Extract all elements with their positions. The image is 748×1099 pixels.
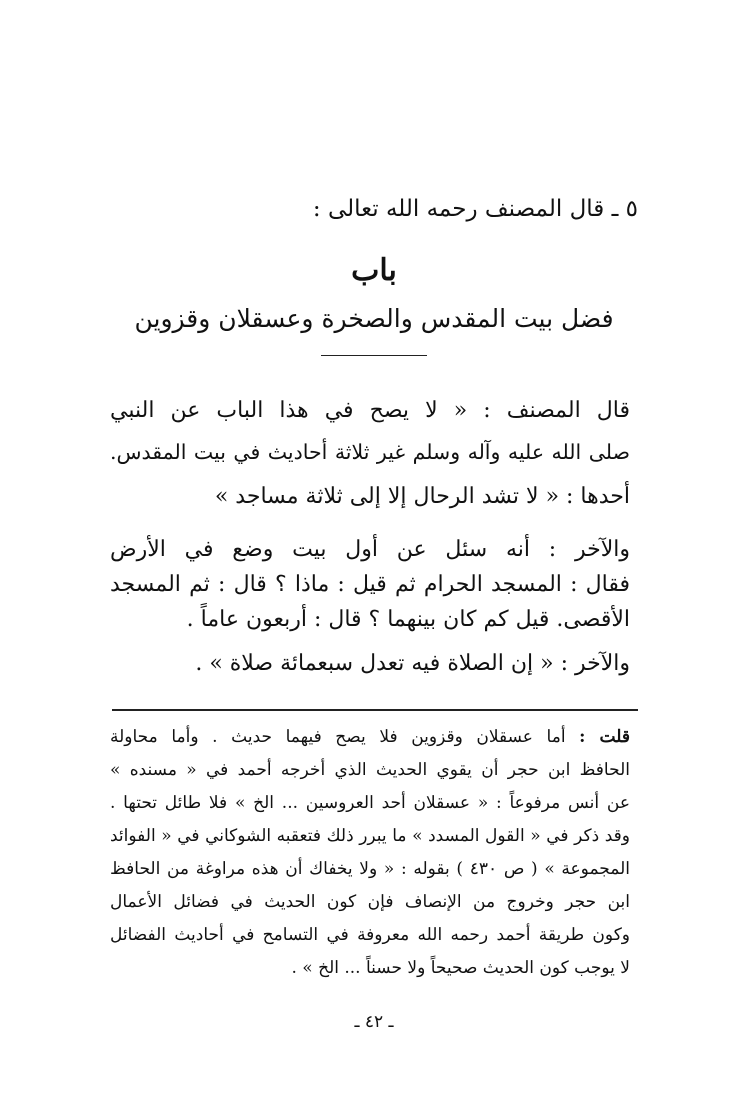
main-text-line: والآخر : « إن الصلاة فيه تعدل سبعمائة صلاة » . <box>195 651 630 676</box>
footnote-line: وكون طريقة أحمد رحمه الله معروفة في التسامح في أحاديث الفضائل <box>110 925 630 945</box>
footnote-line: لا يوجب كون الحديث صحيحاً ولا حسناً ... الخ » . <box>291 958 630 978</box>
main-text-line: فقال : المسجد الحرام ثم قيل : ماذا ؟ قال : ثم المسجد <box>110 572 630 597</box>
footnote-line: وقد ذكر في « القول المسدد » ما يبرر ذلك فتعقبه الشوكاني في « الفوائد <box>110 826 630 846</box>
footnote-text: أما عسقلان وقزوين فلا يصح فيهما حديث . وأما محاولة <box>110 727 566 747</box>
footnote-label: قلت : <box>579 727 631 747</box>
main-text-line: والآخر : أنه سئل عن أول بيت وضع في الأرض <box>110 537 630 562</box>
main-text-line: قال المصنف : « لا يصح في هذا الباب عن النبي <box>110 398 630 423</box>
chapter-title: فضل بيت المقدس والصخرة وعسقلان وقزوين <box>134 304 614 333</box>
page-number: ـ ٤٢ ـ <box>354 1012 394 1032</box>
footnote-divider <box>112 709 638 711</box>
chapter-word: باب <box>351 253 397 288</box>
section-heading: ٥ ـ قال المصنف رحمه الله تعالى : <box>312 196 638 222</box>
main-text-line: صلى الله عليه وآله وسلم غير ثلاثة أحاديث في بيت المقدس. <box>110 440 630 464</box>
footnote-line: ابن حجر وخروج من الإنصاف فإن كون الحديث في فضائل الأعمال <box>110 892 630 912</box>
footnote-line: المجموعة » ( ص ٤٣٠ ) بقوله : « ولا يخفاك أن هذه مراوغة من الحافظ <box>110 859 630 879</box>
title-divider <box>321 355 427 356</box>
footnote-line: الحافظ ابن حجر أن يقوي الحديث الذي أخرجه أحمد في « مسنده » <box>110 760 630 780</box>
footnote-line: عن أنس مرفوعاً : « عسقلان أحد العروسين ... الخ » فلا طائل تحتها . <box>110 793 630 813</box>
main-text-line: أحدها : « لا تشد الرحال إلا إلى ثلاثة مساجد » <box>214 484 630 509</box>
main-text-line: الأقصى. قيل كم كان بينهما ؟ قال : أربعون عاماً . <box>186 607 630 632</box>
footnote-line <box>110 727 630 747</box>
